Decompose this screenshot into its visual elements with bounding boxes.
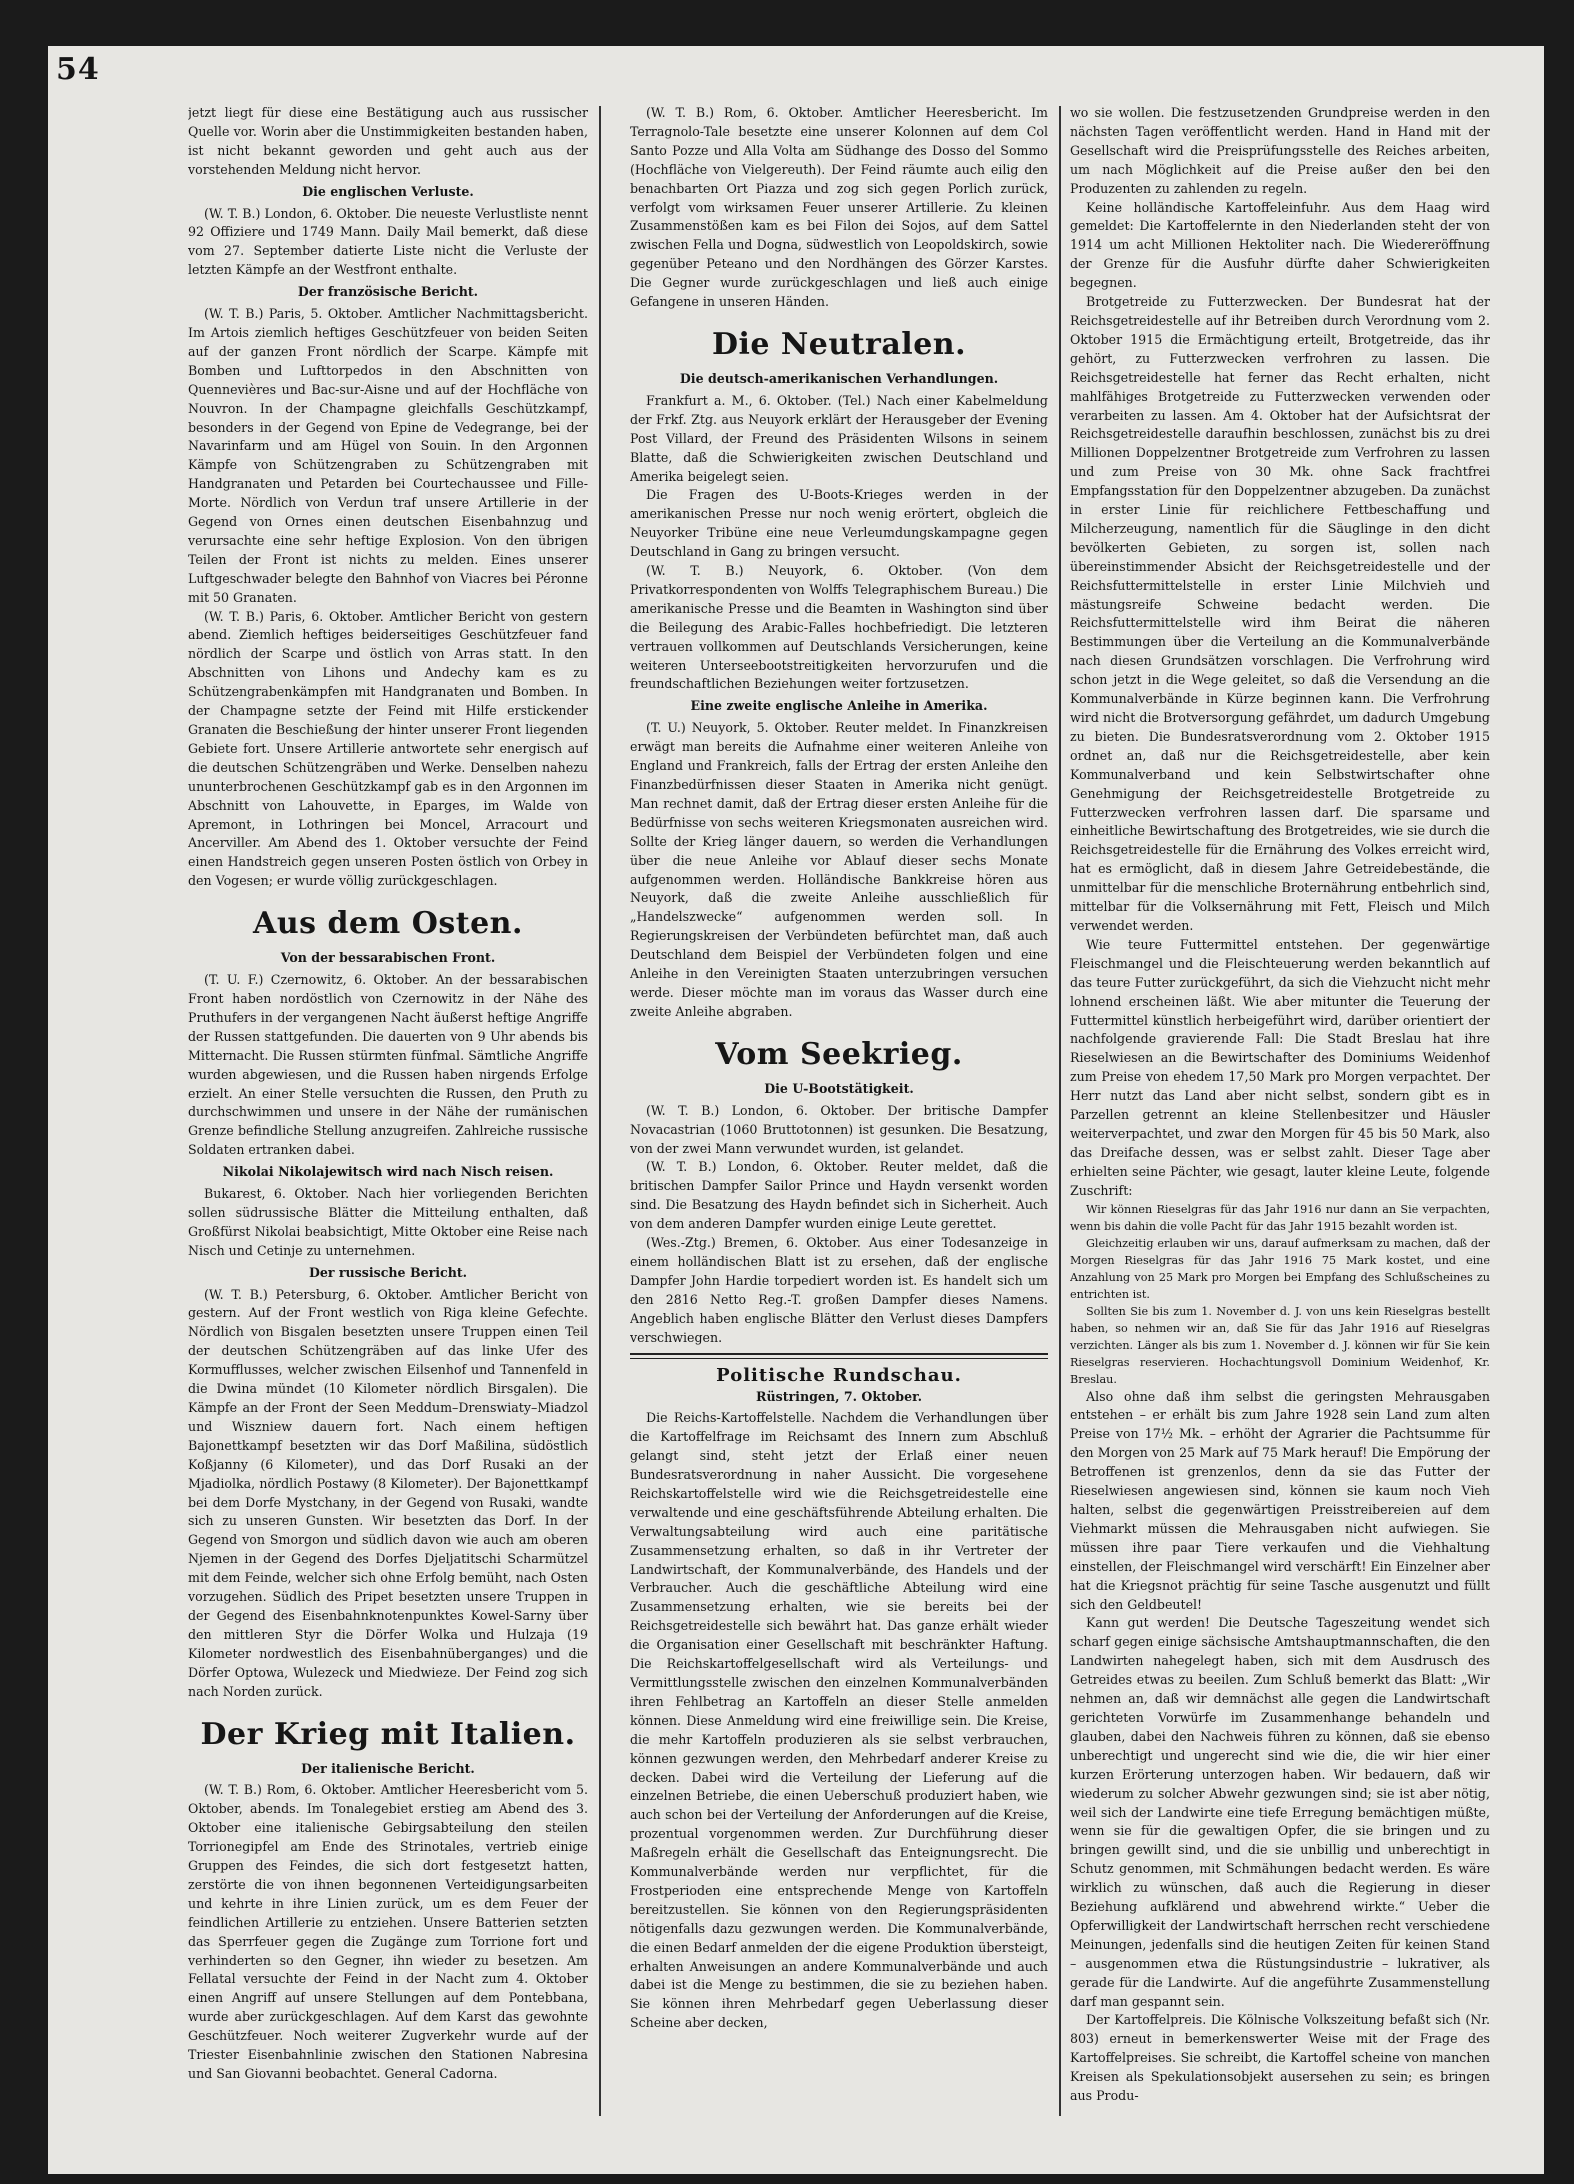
- article-heading: Der russische Bericht.: [308, 1264, 468, 1280]
- article-heading: Die deutsch-amerikanischen Verhandlungen.: [679, 370, 999, 386]
- rubric-heading: Politische Rundschau.: [716, 1365, 962, 1387]
- article-paragraph: (Wes.-Ztg.) Bremen, 6. Oktober. Aus einer Todesanzeige in einem holländischen Blatt ist zu ersehen, daß der englische Dampfer John Hardie torpediert worden ist. Es handelt sich um den 2816 Netto Reg.-T. großen Dampfer dieses Namens. Angeblich haben englische Blätter den Verlust dieses Dampfers verschwiegen.: [630, 1235, 1048, 1345]
- article-paragraph: (W. T. B.) Rom, 6. Oktober. Amtlicher Heeresbericht vom 5. Oktober, abends. Im Tonalegebiet erstieg am Abend des 3. Oktober eine italienische Gebirgsabteilung den steilen Torrionegipfel am Ende des Strinotales, vertrieb einige Gruppen des Feindes, die sich dort festgesetzt hatten, zerstörte die von ihnen begonnenen Verteidigungsarbeiten und kehrte in ihre Linien zurück, um es dem Feuer der feindlichen Artillerie zu entziehen. Unsere Batterien setzten das Sperrfeuer gegen die Zugänge zum Torrione fort und verhinderten so den Gegner, ihn wieder zu besetzen. Am Fellatal versuchte der Feind in der Nacht zum 4. Oktober einen Angriff auf unsere Stellungen auf dem Pontebbana, wurde aber zurückgeschlagen. Auf dem Karst das gewohnte Geschützfeuer. Noch weiterer Zugverkehr wurde auf der Triester Eisenbahnlinie zwischen den Stationen Nabresina und San Giovanni beobachtet. General Cadorna.: [188, 1782, 588, 2081]
- article-heading: Nikolai Nikolajewitsch wird nach Nisch reisen.: [222, 1164, 554, 1180]
- article-paragraph: (W. T. B.) Paris, 6. Oktober. Amtlicher Bericht von gestern abend. Ziemlich heftiges beiderseitiges Geschützfeuer fand nördlich der Scarpe und östlich von Arras statt. In den Abschnitten von Lihons und Andechy kam es zu Schützengrabenkämpfen mit Handgranaten und Bomben. In der Champagne setzte der Feind mit Hilfe erstickender Granaten die Beschießung der hinter unserer Front liegenden Gebiete fort. Unsere Artillerie antwortete sehr energisch auf die deutschen Schützengräben und Werke. Denselben nahezu ununterbrochenen Geschützkampf gab es in den Argonnen im Abschnitt von Lahouvette, in Eparges, im Walde von Apremont, in Lothringen bei Moncel, Arracourt und Ancerviller. Am Abend des 1. Oktober versuchte der Feind einen Handstreich gegen unseren Posten östlich von Orbey in den Vogesen; er wurde völlig zurückgeschlagen.: [188, 608, 588, 889]
- article-paragraph: wo sie wollen. Die festzusetzenden Grundpreise werden in den nächsten Tagen veröffentlicht werden. Hand in Hand mit der Gesellschaft wird die Preisprüfungsstelle des Reiches arbeiten, um nach Möglichkeit auf die Preise außer den bei den Produzenten zu zahlenden zu regeln.: [1070, 105, 1490, 196]
- section-heading: Der Krieg mit Italien.: [200, 1716, 576, 1752]
- article-heading: Von der bessarabischen Front.: [280, 950, 496, 966]
- article-heading: Die U-Bootstätigkeit.: [764, 1080, 914, 1096]
- quoted-letter: Gleichzeitig erlauben wir uns, darauf aufmerksam zu machen, daß der Morgen Rieselgras für das Jahr 1916 75 Mark kostet, und eine Anzahlung von 25 Mark pro Morgen bei Empfang des Schlußscheines zu entrichten ist.: [1070, 1236, 1490, 1301]
- article-paragraph: Die Reichs-Kartoffelstelle. Nachdem die Verhandlungen über die Kartoffelfrage im Reichsamt des Innern zum Abschluß gelangt sind, steht jetzt der Erlaß einer neuen Bundesratsverordnung in naher Aussicht. Die vorgesehene Reichskartoffelstelle wird wie die Reichsgetreidestelle eine verwaltende und eine geschäftsführende Abteilung erhalten. Die Verwaltungsabteilung wird auch eine paritätische Zusammensetzung erhalten, so daß in ihr Vertreter der Landwirtschaft, der Kommunalverbände, des Handels und der Verbraucher. Auch die geschäftliche Abteilung wird eine Zusammensetzung erhalten, wie sie bereits bei der Reichsgetreidestelle sich bewährt hat. Das ganze erhält wieder die Organisation einer Gesellschaft mit beschränkter Haftung. Die Reichskartoffelgesellschaft wird als Verteilungs- und Vermittlungsstelle zwischen den einzelnen Kommunalverbänden ihren Fehlbetrag an Kartoffeln an dieser Stelle anmelden können. Diese Anmeldung wird eine freiwillige sein. Die Kreise, die mehr Kartoffeln produzieren als sie selbst verbrauchen, können gezwungen werden, den Mehrbedarf anderer Kreise zu decken. Dabei wird die Verteilung der Lieferung auf die einzelnen Betriebe, die einen Ueberschuß produziert haben, wie auch schon bei der Verteilung der Anforderungen auf die Kreise, prozentual vorgenommen werden. Zur Durchführung dieser Maßregeln erhält die Gesellschaft das Enteignungsrecht. Die Kommunalverbände werden nur verpflichtet, für die Frostperioden eine entsprechende Menge von Kartoffeln bereitzustellen. Sie können von den Regierungspräsidenten nötigenfalls dazu gezwungen werden. Die Kommunalverbände, die einen Bedarf anmelden der die eigene Produktion übersteigt, erhalten Anweisungen an andere Kommunalverbände und auch dabei ist die Menge zu bestimmen, die sie zu beziehen haben. Sie können ihren Mehrbedarf gegen Ueberlassung dieser Scheine aber decken,: [630, 1410, 1048, 2031]
- article-paragraph: (W. T. B.) Rom, 6. Oktober. Amtlicher Heeresbericht. Im Terragnolo-Tale besetzte eine unserer Kolonnen auf dem Col Santo Pozze und Alla Volta am Südhange des Dosso del Sommo (Hochfläche von Vielgereuth). Der Feind räumte auch eilig den benachbarten Ort Piazza und zog sich gegen Porlich zurück, verfolgt vom wirksamen Feuer unserer Artillerie. Zu kleinen Zusammenstößen kam es bei Filon dei Sojos, auf dem Sattel zwischen Fella und Dogna, südwestlich von Leopoldskirch, sowie gegenüber Peteano und den Nordhängen des Görzer Karstes. Die Gegner wurde zurückgeschlagen und ließ auch einige Gefangene in unseren Händen.: [630, 105, 1048, 310]
- section-rule: [630, 1353, 1048, 1359]
- article-paragraph: (W. T. B.) Neuyork, 6. Oktober. (Von dem Privatkorrespondenten von Wolffs Telegraphischem Bureau.) Die amerikanische Presse und die Beamten in Washington sind über die Beilegung des Arabic-Falles hochbefriedigt. Die letzteren vertrauen vollkommen auf Deutschlands Versicherungen, keine weiteren Unterseebootstreitigkeiten hervorzurufen und die freundschaftlichen Beziehungen weiter fortzusetzen.: [630, 563, 1048, 692]
- article-paragraph: Brotgetreide zu Futterzwecken. Der Bundesrat hat der Reichsgetreidestelle auf ihr Betreiben durch Verordnung vom 2. Oktober 1915 die Ermächtigung erteilt, Brotgetreide, das ihr gehört, zu Futterzwecken verfrohren zu lassen. Die Reichsgetreidestelle hat ferner das Recht erhalten, nicht mahlfähiges Brotgetreide zu Futterzwecken verwenden oder verarbeiten zu lassen. Am 4. Oktober hat der Aufsichtsrat der Reichsgetreidestelle daraufhin beschlossen, zunächst bis zu drei Millionen Doppelzentner Brotgetreide zum Verfrohren zu lassen und zum Preise von 30 Mk. ohne Sack frachtfrei Empfangsstation für den Doppelzentner abzugeben. Da zunächst in erster Linie für reichlichere Fettbeschaffung und Milcherzeugung, namentlich für die Säuglinge in den dicht bevölkerten Gebieten, zu sorgen ist, sollen nach übereinstimmender Absicht der Reichsgetreidestelle und der Reichsfuttermittelstelle in erster Linie Milchvieh und mästungsreife Schweine bedacht werden. Die Reichsfuttermittelstelle wird ihm Beirat die näheren Bestimmungen über die Verteilung an die Kommunalverbände nach diesen Grundsätzen vorschlagen. Die Verfrohrung wird schon jetzt in die Wege geleitet, so daß die Versendung an die Kommunalverbände in Kürze beginnen kann. Die Verfrohrung wird nicht die Brotversorgung gefährdet, um dadurch Umgebung zu bieten. Die Bundesratsverordnung vom 2. Oktober 1915 ordnet an, daß nur die Reichsgetreidestelle, aber kein Kommunalverband und kein Selbstwirtschafter ohne Genehmigung der Reichsgetreidestelle Brotgetreide zu Futterzwecken verfrohren lassen darf. Die sparsame und einheitliche Bewirtschaftung des Brotgetreides, wie sie durch die Reichsgetreidestelle für die Ernährung des Volkes erreicht wird, hat es ermöglicht, daß in diesem Jahre Getreidebestände, die unmittelbar für die menschliche Broternährung entbehrlich sind, mittelbar für die Volksernährung mit Fett, Fleisch und Milch verwendet werden.: [1070, 294, 1490, 933]
- article-paragraph: (W. T. B.) Paris, 5. Oktober. Amtlicher Nachmittagsbericht. Im Artois ziemlich heftiges Geschützfeuer von beiden Seiten auf der ganzen Front nördlich der Scarpe. Kämpfe mit Bomben und Lufttorpedos in den Abschnitten von Quennevières und Bac-sur-Aisne und auf der Hochfläche von Nouvron. In der Champagne gleichfalls Geschützkampf, besonders in der Gegend von Epine de Vedegrange, bei der Navarinfarm und am Hügel von Souin. In den Argonnen Kämpfe von Schützengraben zu Schützengraben mit Handgranaten und Petarden bei Courtechaussee und Fille-Morte. Nördlich von Verdun traf unsere Artillerie in der Gegend von Ornes einen deutschen Eisenbahnzug und verursachte eine sehr heftige Explosion. Von den übrigen Teilen der Front ist nichts zu melden. Eines unserer Luftgeschwader belegte den Bahnhof von Viacres bei Péronne mit 50 Granaten.: [188, 306, 588, 605]
- column-rule-left: [599, 106, 601, 2116]
- article-paragraph: (W. T. B.) Petersburg, 6. Oktober. Amtlicher Bericht von gestern. Auf der Front westlich von Riga kleine Gefechte. Nördlich von Bisgalen besetzten unsere Truppen einen Teil der deutschen Schützengräben auf das linke Ufer des Kormufflusses, welcher zwischen Eilsenhof und Tannenfeld in die Dwina mündet (10 Kilometer nördlich Birsgalen). Die Kämpfe an der Front der Seen Meddum–Drenswiaty–Miadzol und Wiszniew dauern fort. Nach einem heftigen Bajonettkampf besetzten wir das Dorf Maßilina, südöstlich Koßjanny (6 Kilometer), und das Dorf Rusaki an der Mjadiolka, nördlich Postawy (8 Kilometer). Der Bajonettkampf bei dem Dorfe Mystchany, in der Gegend von Rusaki, wandte sich zu unseren Gunsten. Wir besetzten das Dorf. In der Gegend von Smorgon und südlich davon wie auch am oberen Njemen in der Gegend des Dorfes Djeljatitschi Scharmützel mit dem Feinde, welcher sich ohne Erfolg bemüht, nach Osten vorzugehen. Südlich des Pripet besetzten unsere Truppen in der Gegend des Eisenbahnknotenpunktes Kowel-Sarny über den mittleren Styr die Dörfer Wolka und Hulzaja (19 Kilometer nordwestlich des Eisenbahnüberganges) und die Dörfer Optowa, Wulezeck und Miedwieze. Der Feind zog sich nach Norden zurück.: [188, 1286, 588, 1699]
- article-paragraph: (W. T. B.) London, 6. Oktober. Der britische Dampfer Novacastrian (1060 Bruttotonnen) ist gesunken. Die Besatzung, von der zwei Mann verwundet wurden, ist gelandet.: [630, 1102, 1048, 1156]
- article-paragraph: Der Kartoffelpreis. Die Kölnische Volkszeitung befaßt sich (Nr. 803) erneut in bemerkenswerter Weise mit der Frage des Kartoffelpreises. Sie schreibt, die Kartoffel scheine von manchen Kreisen als Spekulationsobjekt ausersehen zu sein; es bringen aus Produ-: [1070, 2012, 1490, 2104]
- page-number: 54: [56, 52, 100, 87]
- article-heading: Der französische Bericht.: [297, 284, 479, 300]
- column-rule-right: [1059, 106, 1061, 2116]
- article-paragraph: jetzt liegt für diese eine Bestätigung auch aus russischer Quelle vor. Worin aber die Unstimmigkeiten bestanden haben, ist nicht bekannt geworden und geht auch aus der vorstehenden Meldung nicht hervor.: [188, 105, 588, 177]
- article-paragraph: Frankfurt a. M., 6. Oktober. (Tel.) Nach einer Kabelmeldung der Frkf. Ztg. aus Neuyork erklärt der Herausgeber der Evening Post Villard, der Freund des Präsidenten Wilsons in seinem Blatte, daß die Schwierigkeiten zwischen Deutschland und Amerika beigelegt seien.: [630, 392, 1048, 484]
- section-heading: Vom Seekrieg.: [715, 1036, 963, 1072]
- article-paragraph: (W. T. B.) London, 6. Oktober. Die neueste Verlustliste nennt 92 Offiziere und 1749 Mann. Daily Mail bemerkt, daß diese vom 27. September datierte Liste nicht die Verluste der letzten Kämpfe an der Westfront enthalte.: [188, 205, 588, 278]
- article-paragraph: Kann gut werden! Die Deutsche Tageszeitung wendet sich scharf gegen einige sächsische Amtshauptmannschaften, die den Landwirten nahegelegt haben, sich mit dem Ausdrusch des Getreides etwas zu beeilen. Zum Schluß bemerkt das Blatt: „Wir nehmen an, daß wir demnächst alle gegen die Landwirtschaft gerichteten Vorwürfe im Zusammenhange behandeln und glauben, dabei den Nachweis führen zu können, daß sie ebenso unberechtigt und ungerecht sind wie die, die wir hier einer kurzen Erörterung unterzogen haben. Wir bedauern, daß wir wiederum zu solcher Abwehr gezwungen sind; sie ist aber nötig, weil sich der Landwirte eine tiefe Erregung bemächtigen müßte, wenn sie für die gewaltigen Opfer, die sie bringen und zu bringen gewillt sind, und die sie unbillig und unberechtigt in Schutz genommen, mit Schmähungen bedacht werden. Es wäre wirklich zu wünschen, daß auch die Regierung in dieser Beziehung aufklärend und abwehrend wirkte.“ Ueber die Opferwilligkeit der Landwirtschaft herrschen recht verschiedene Meinungen, jedenfalls sind die heutigen Zeiten für keinen Stand – ausgenommen etwa die Rüstungsindustrie – lukrativer, als gerade für die Landwirte. Auf die angeführte Zusammenstellung darf man gespannt sein.: [1070, 1615, 1490, 2009]
- article-paragraph: Bukarest, 6. Oktober. Nach hier vorliegenden Berichten sollen südrussische Blätter die Mitteilung enthalten, daß Großfürst Nikolai beabsichtigt, Mitte Oktober eine Reise nach Nisch und Cetinje zu unternehmen.: [188, 1186, 588, 1258]
- newspaper-page: [48, 46, 1544, 2174]
- section-heading: Aus dem Osten.: [253, 906, 523, 942]
- dateline: Rüstringen, 7. Oktober.: [756, 1389, 922, 1405]
- article-paragraph: (T. U.) Neuyork, 5. Oktober. Reuter meldet. In Finanzkreisen erwägt man bereits die Aufnahme einer weiteren Anleihe von England und Frankreich, falls der Ertrag der ersten Anleihe den Finanzbedürfnissen dieser Staaten in Amerika nicht genügt. Man rechnet damit, daß der Ertrag dieser ersten Anleihe für die Bedürfnisse von sechs weiteren Kriegsmonaten ausreichen wird. Sollte der Krieg länger dauern, so werden die Verhandlungen über die neue Anleihe vor Ablauf dieser sechs Monate aufgenommen werden. Holländische Bankkreise hören aus Neuyork, daß die zweite Anleihe ausschließlich für „Handelszwecke“ aufgenommen werden soll. In Regierungskreisen der Verbündeten befürchtet man, daß auch Deutschland dem Beispiel der Verbündeten folgen und eine Anleihe in den Vereinigten Staaten unterzubringen versuchen werde. Dieser möchte man im voraus das Wasser durch eine zweite Anleihe abgraben.: [630, 720, 1048, 1019]
- article-heading: Eine zweite englische Anleihe in Amerika.: [690, 698, 988, 714]
- section-heading: Die Neutralen.: [711, 326, 967, 362]
- article-paragraph: Wie teure Futtermittel entstehen. Der gegenwärtige Fleischmangel und die Fleischteuerung werden bekanntlich auf das teure Futter zurückgeführt, da sich die Viehzucht nicht mehr lohnend erscheinen läßt. Wie aber mitunter die Teuerung der Futtermittel künstlich herbeigeführt wird, darüber orientiert der nachfolgende gravierende Fall: Die Stadt Breslau hat ihre Rieselwiesen an die Bewirtschafter des Dominiums Weidenhof zum Preise von ehedem 17,50 Mark pro Morgen verpachtet. Der Herr nutzt das Land aber nicht selbst, sondern gibt es in Parzellen getrennt an kleine Stellenbesitzer und Häusler weiterverpachtet, und zwar den Morgen für 45 bis 50 Mark, also das Dreifache dessen, was er selbst zahlt. Dieser Tage aber erhielten seine Pächter, wie gesagt, lauter kleine Leute, folgende Zuschrift:: [1070, 936, 1490, 1198]
- quoted-letter: Wir können Rieselgras für das Jahr 1916 nur dann an Sie verpachten, wenn bis dahin die volle Pacht für das Jahr 1915 bezahlt worden ist.: [1070, 1202, 1490, 1233]
- article-heading: Der italienische Bericht.: [301, 1760, 475, 1776]
- article-heading: Die englischen Verluste.: [302, 183, 474, 199]
- article-paragraph: Keine holländische Kartoffeleinfuhr. Aus dem Haag wird gemeldet: Die Kartoffelernte in den Niederlanden steht der von 1914 um acht Millionen Hektoliter nach. Die Wiedereröffnung der Grenze für die Ausfuhr dürfte daher Schwierigkeiten begegnen.: [1070, 199, 1490, 291]
- quoted-letter: Sollten Sie bis zum 1. November d. J. von uns kein Rieselgras bestellt haben, so nehmen wir an, daß Sie für das Jahr 1916 auf Rieselgras verzichten. Länger als bis zum 1. November d. J. können wir für Sie kein Rieselgras reservieren. Hochachtungsvoll Dominium Weidenhof, Kr. Breslau.: [1070, 1304, 1490, 1386]
- article-paragraph: (W. T. B.) London, 6. Oktober. Reuter meldet, daß die britischen Dampfer Sailor Prince und Haydn versenkt worden sind. Die Besatzung des Haydn befindet sich in Sicherheit. Auch von dem anderen Dampfer wurden einige Leute gerettet.: [630, 1159, 1048, 1232]
- column-2: [630, 104, 1048, 2114]
- article-paragraph: (T. U. F.) Czernowitz, 6. Oktober. An der bessarabischen Front haben nordöstlich von Czernowitz in der Nähe des Pruthufers in der vergangenen Nacht äußerst heftige Angriffe der Russen stattgefunden. Die dauerten von 9 Uhr abends bis Mitternacht. Die Russen stürmten fünfmal. Sämtliche Angriffe wurden abgewiesen, und die Russen haben nirgends Erfolge erzielt. An einer Stelle versuchten die Russen, den Pruth zu durchschwimmen und unsere in der Nähe der rumänischen Grenze befindliche Stellung anzugreifen. Zahlreiche russische Soldaten ertranken dabei.: [188, 972, 588, 1158]
- column-3: [1070, 104, 1490, 2114]
- article-paragraph: Die Fragen des U-Boots-Krieges werden in der amerikanischen Presse nur noch wenig erörtert, obgleich die Neuyorker Tribüne eine neue Verleumdungskampagne gegen Deutschland in Gang zu bringen versucht.: [630, 487, 1048, 560]
- article-paragraph: Also ohne daß ihm selbst die geringsten Mehrausgaben entstehen – er erhält bis zum Jahre 1928 sein Land zum alten Preise von 17½ Mk. – erhöht der Agrarier die Pachtsumme für den Morgen von 25 Mark auf 75 Mark herauf! Die Empörung der Betroffenen ist grenzenlos, denn da sie das Futter der Rieselwiesen angewiesen sind, können sie kaum noch Vieh halten, selbst die gegenwärtigen Preisstreibereien auf dem Viehmarkt müssen die Mehrausgaben nicht aufwiegen. Sie müssen ihre paar Tiere verkaufen und die Viehhaltung einstellen, der Fleischmangel wird verschärft! Ein Einzelner aber hat die Kriegsnot prächtig für seine Tasche ausgenutzt und füllt sich den Geldbeutel!: [1070, 1388, 1490, 1612]
- column-1: [188, 104, 588, 2114]
